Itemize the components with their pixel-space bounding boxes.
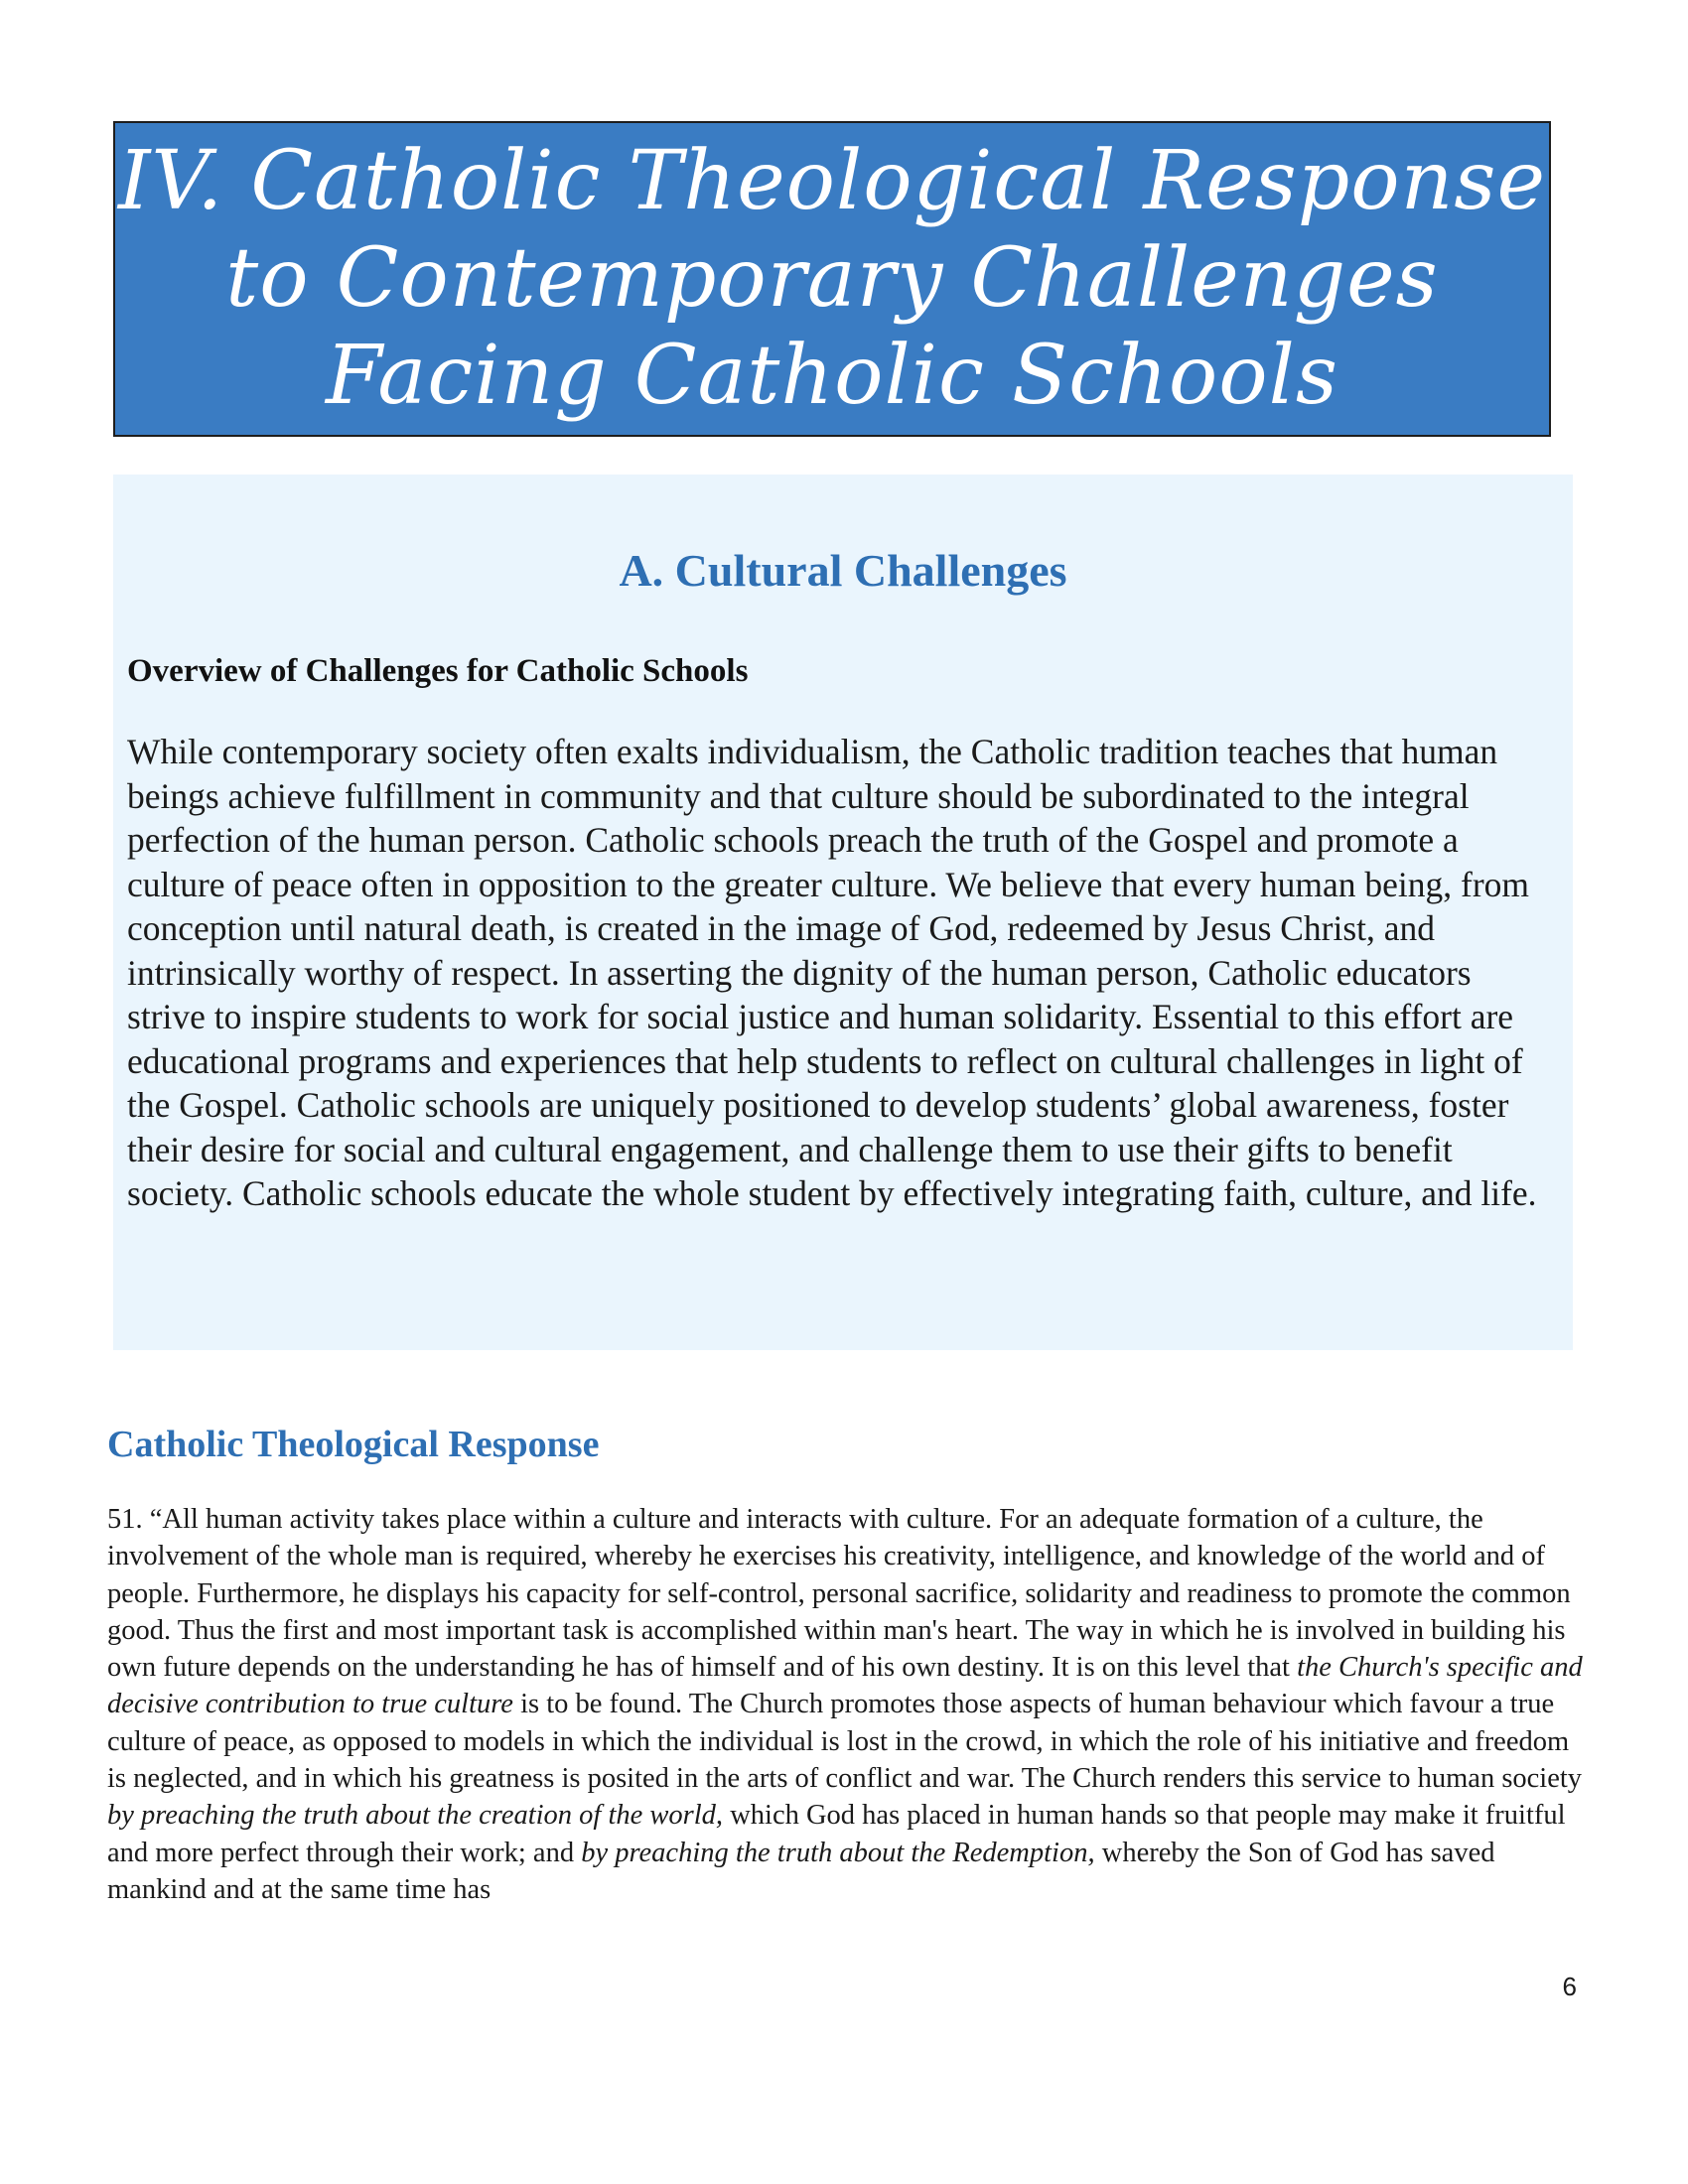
response-text-3: which God has placed in human hands so that people may make it fruitful and more perfect through their work; and [107, 1800, 1566, 1868]
response-text-1: 51. “All human activity takes place within a culture and interacts with culture. For an adequate formation of a culture, the involvement of the whole man is required, whereby he exercises his creativity, intelligence, and knowledge of the world and of people. Furthermore, he displays his capacity for self-control, personal sacrifice, solidarity and readiness to promote the common good. Thus the first and most important task is accomplished within man's heart. The way in which he is involved in building his own future depends on the understanding he has of himself and of his own destiny. It is on this level that [107, 1504, 1571, 1684]
response-paragraph-51 [107, 1501, 1585, 1908]
response-italic-2: by preaching the truth about the creation of the world, [107, 1800, 724, 1832]
chapter-title-banner [113, 121, 1551, 437]
chapter-title-line-2: to Contemporary Challenges [225, 231, 1439, 326]
overview-paragraph: While contemporary society often exalts individualism, the Catholic tradition teaches that human beings achieve fulfillment in community and that culture should be subordinated to the integral perfection of the human person. Catholic schools preach the truth of the Gospel and promote a culture of peace often in opposition to the greater culture. We believe that every human being, from conception until natural death, is created in the image of God, redeemed by Jesus Christ, and intrinsically worthy of respect. In asserting the dignity of the human person, Catholic educators strive to inspire students to work for social justice and human solidarity. Essential to this effort are educational programs and experiences that help students to reflect on cultural challenges in light of the Gospel. Catholic schools are uniquely positioned to develop students’ global awareness, foster their desire for social and cultural engagement, and challenge them to use their gifts to benefit society. Catholic schools educate the whole student by effectively integrating faith, culture, and life. [127, 732, 1537, 1213]
response-text-4: whereby the Son of God has saved mankind and at the same time has [107, 1837, 1495, 1905]
cultural-challenges-box [113, 475, 1573, 1350]
theological-response-heading: Catholic Theological Response [107, 1424, 600, 1465]
response-italic-3: by preaching the truth about the Redemption, [581, 1837, 1095, 1868]
chapter-title-line-3: Facing Catholic Schools [326, 329, 1338, 423]
response-text-2: is to be found. The Church promotes those aspects of human behaviour which favour a true culture of peace, as opposed to models in which the individual is lost in the crowd, in which the role of his initiative and freedom is neglected, and in which his greatness is posited in the arts of conflict and war. The Church renders this service to human society [107, 1689, 1583, 1795]
section-heading-cultural-challenges: A. Cultural Challenges [619, 545, 1067, 596]
page-number: 6 [1562, 1972, 1577, 2001]
response-italic-1: the Church's specific and decisive contribution to true culture [107, 1652, 1583, 1720]
chapter-title-line-1: IV. Catholic Theological Response [117, 134, 1547, 228]
overview-heading: Overview of Challenges for Catholic Schools [127, 653, 749, 689]
